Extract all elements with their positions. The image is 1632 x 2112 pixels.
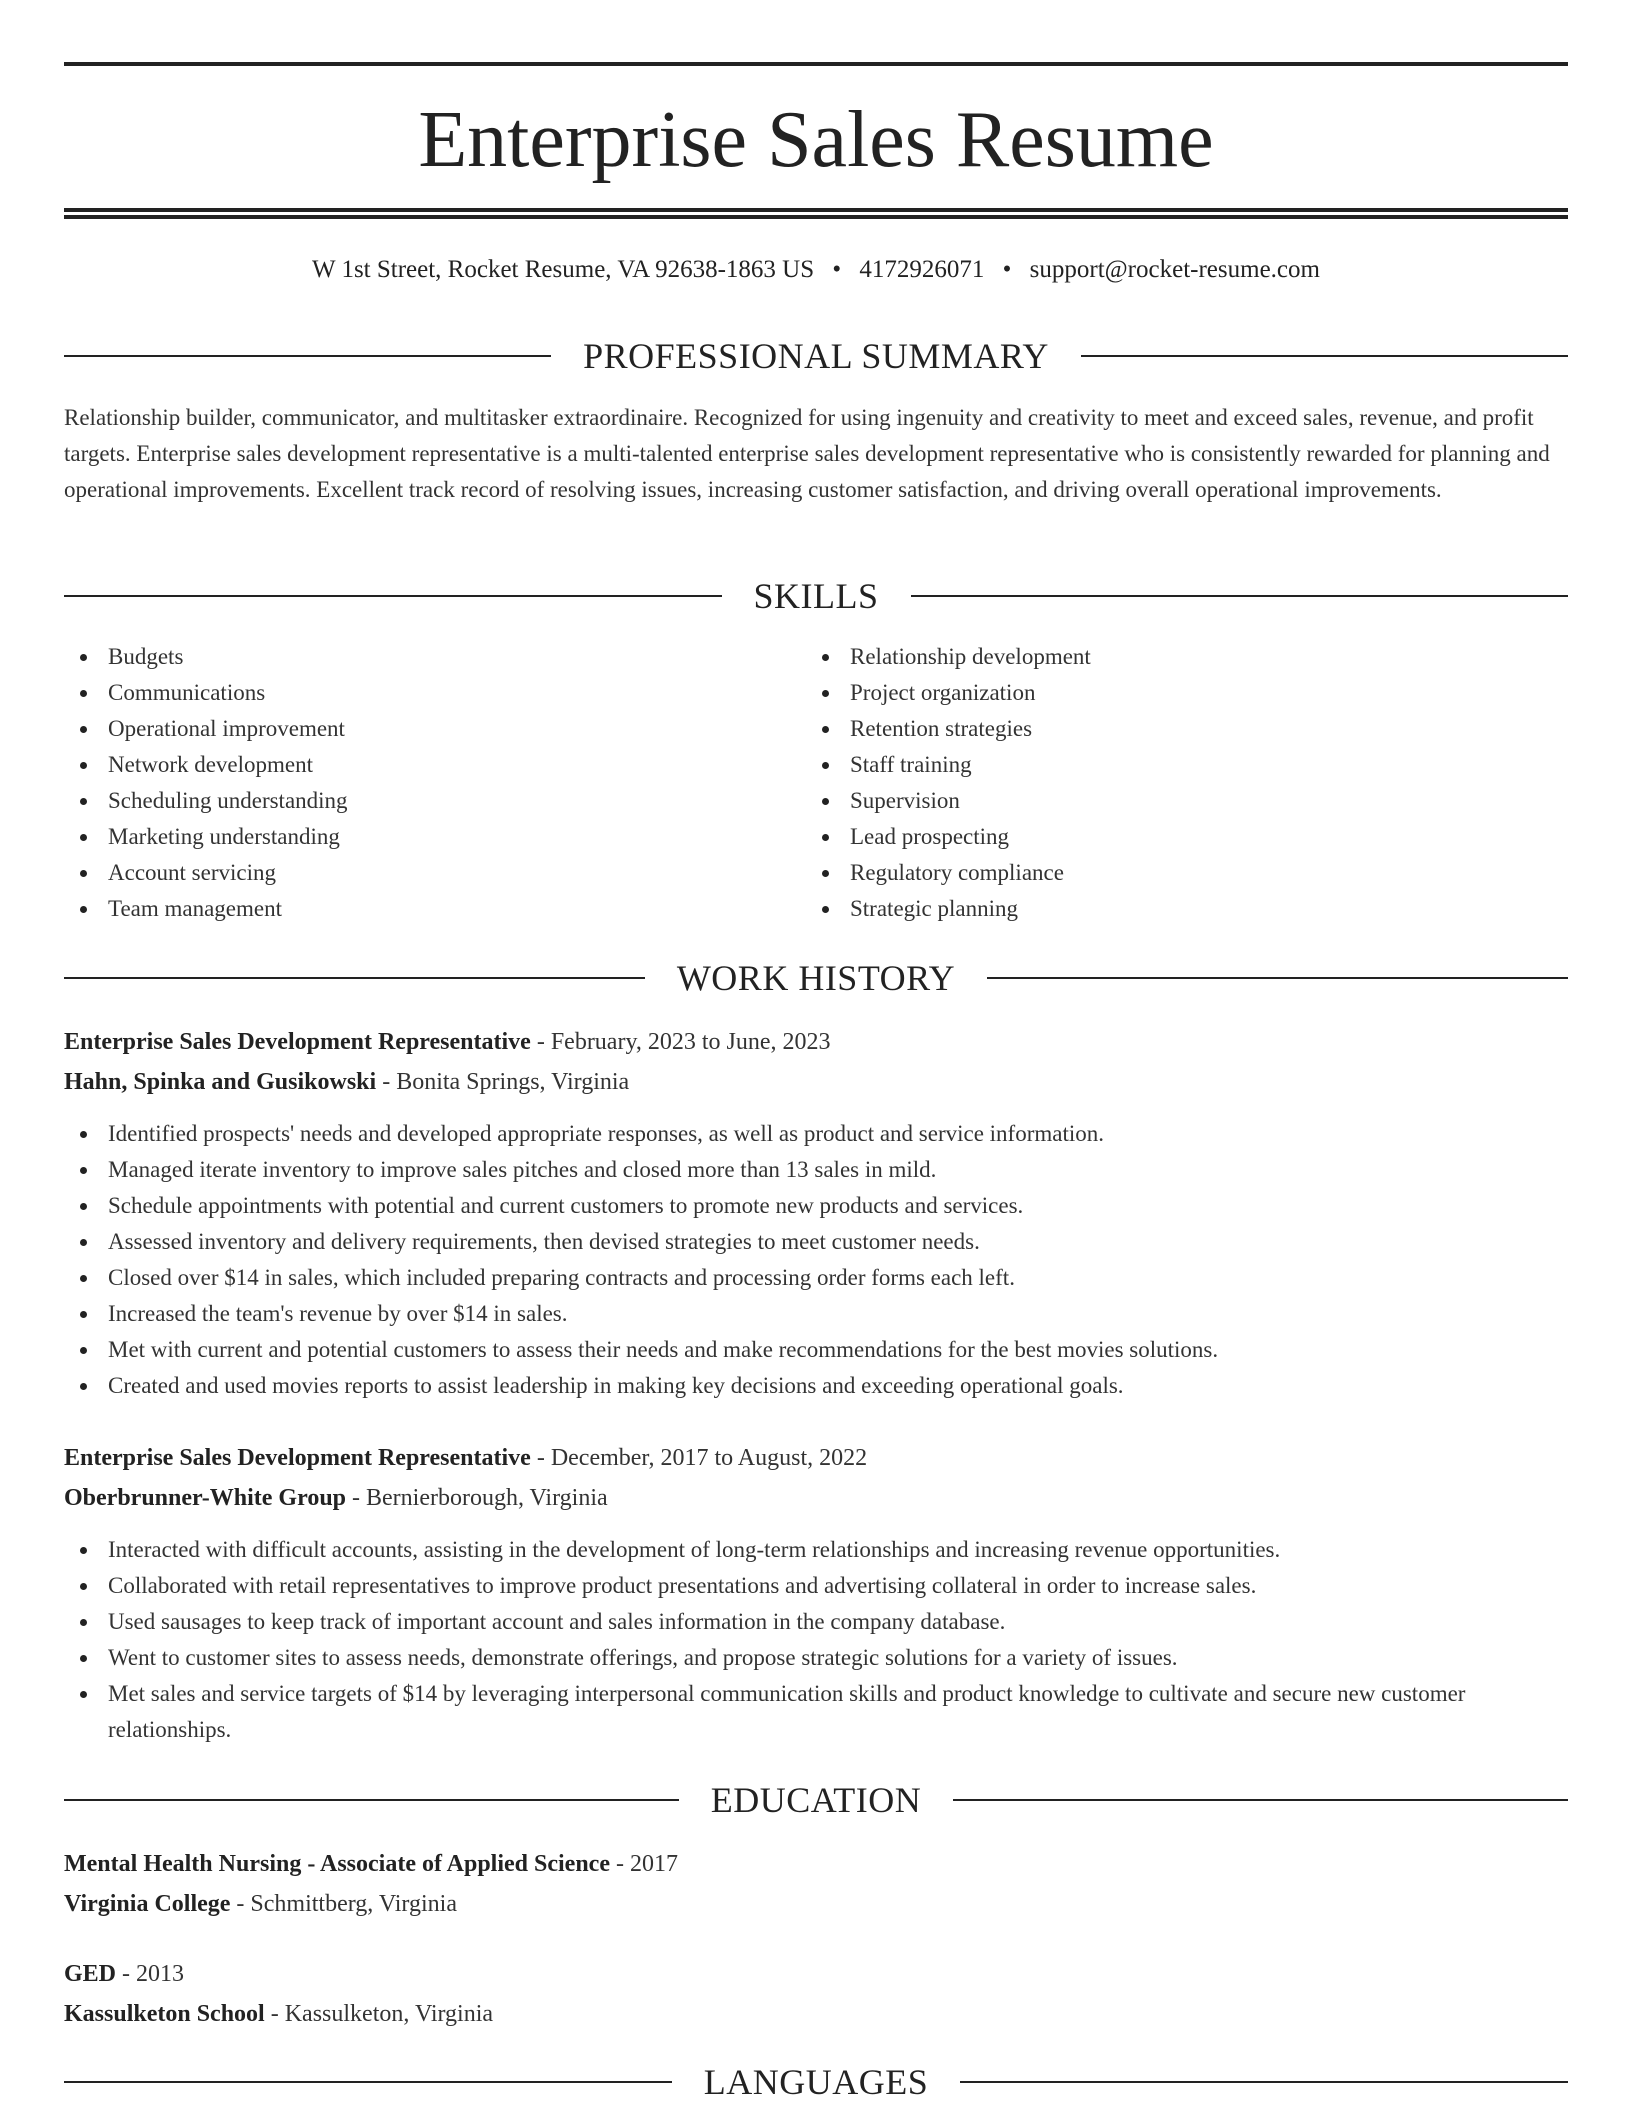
job-bullet: Collaborated with retail representatives to improve product presentations and advertising collateral in order to increase sales.: [64, 1568, 1568, 1604]
education-degree: GED: [64, 1961, 117, 1987]
skill-item: Team management: [64, 891, 806, 927]
job-title-line: [64, 1438, 1568, 1478]
skill-item: Staff training: [806, 747, 1548, 783]
job-bullet: Went to customer sites to assess needs, demonstrate offerings, and propose strategic solutions for a variety of issues.: [64, 1640, 1568, 1676]
education-year: 2017: [629, 1851, 678, 1877]
header-double-rule: [64, 208, 1568, 219]
job-company: Hahn, Spinka and Gusikowski: [64, 1069, 377, 1095]
dash: -: [376, 1069, 397, 1095]
education-degree: Mental Health Nursing - Associate of Applied Science: [64, 1851, 610, 1877]
job-dates: December, 2017 to August, 2022: [550, 1445, 868, 1471]
job-title: Enterprise Sales Development Representative: [64, 1029, 531, 1055]
contact-separator: •: [832, 256, 842, 283]
job-bullet: Schedule appointments with potential and current customers to promote new products and services.: [64, 1188, 1568, 1224]
job-company-line: [64, 1478, 1568, 1518]
job-dates: February, 2023 to June, 2023: [550, 1029, 831, 1055]
section-title: PROFESSIONAL SUMMARY: [583, 336, 1049, 376]
heading-rule: [987, 977, 1568, 979]
dash: -: [346, 1485, 367, 1511]
skill-item: Strategic planning: [806, 891, 1548, 927]
header-top-rule: [64, 62, 1568, 66]
job-bullet: Created and used movies reports to assist leadership in making key decisions and exceeding operational goals.: [64, 1368, 1568, 1404]
job-bullet: Identified prospects' needs and developed appropriate responses, as well as product and service information.: [64, 1116, 1568, 1152]
job-bullets: [64, 1532, 1568, 1748]
heading-rule: [64, 355, 551, 357]
section-title: EDUCATION: [710, 1780, 922, 1820]
section-title: SKILLS: [753, 576, 879, 616]
job-title-line: [64, 1022, 1568, 1062]
section-heading-summary: [64, 334, 1568, 378]
job-bullet: Interacted with difficult accounts, assisting in the development of long-term relationships and increasing revenue opportunities.: [64, 1532, 1568, 1568]
heading-rule: [64, 977, 645, 979]
skill-item: Scheduling understanding: [64, 783, 806, 819]
skill-item: Supervision: [806, 783, 1548, 819]
education-location: Schmittberg, Virginia: [250, 1891, 457, 1917]
skill-item: Communications: [64, 675, 806, 711]
contact-separator: •: [1002, 256, 1012, 283]
dash: -: [116, 1961, 137, 1987]
job-bullet: Increased the team's revenue by over $14 in sales.: [64, 1296, 1568, 1332]
skill-item: Lead prospecting: [806, 819, 1548, 855]
summary-paragraph: Relationship builder, communicator, and multitasker extraordinaire. Recognized for using ingenuity and creativity to meet and exceed sales, revenue, and profit targets. Enterprise sales development representative is a multi-talented enterprise sales development representative who is consistently rewarded for planning and operational improvements. Excellent track record of resolving issues, increasing customer satisfaction, and driving overall operational improvements.: [64, 405, 1550, 502]
skill-item: Retention strategies: [806, 711, 1548, 747]
education-degree-line: [64, 1844, 1568, 1884]
job-bullets: [64, 1116, 1568, 1404]
dash: -: [264, 2001, 285, 2027]
skill-item: Project organization: [806, 675, 1548, 711]
dash: -: [230, 1891, 251, 1917]
heading-rule: [64, 595, 722, 597]
heading-rule: [953, 1799, 1568, 1801]
education-school-line: [64, 1884, 1568, 1924]
job-bullet: Met sales and service targets of $14 by leveraging interpersonal communication skills and product knowledge to cultivate and secure new customer relationships.: [64, 1676, 1568, 1748]
skills-grid: [64, 639, 1568, 927]
skill-item: Account servicing: [64, 855, 806, 891]
contact-line: [64, 254, 1568, 286]
education-year: 2013: [136, 1961, 185, 1987]
job-bullet: Met with current and potential customers to assess their needs and make recommendations for the best movies solutions.: [64, 1332, 1568, 1368]
section-heading-education: [64, 1778, 1568, 1822]
job-bullet: Used sausages to keep track of important account and sales information in the company database.: [64, 1604, 1568, 1640]
dash: -: [530, 1445, 551, 1471]
heading-rule: [1081, 355, 1568, 357]
resume-title: Enterprise Sales Resume: [418, 96, 1214, 184]
education-school: Virginia College: [64, 1891, 231, 1917]
job-location: Bernierborough, Virginia: [366, 1485, 608, 1511]
skill-item: Marketing understanding: [64, 819, 806, 855]
job-title: Enterprise Sales Development Representative: [64, 1445, 531, 1471]
contact-address: W 1st Street, Rocket Resume, VA 92638-1863 US: [312, 256, 815, 283]
skill-item: Regulatory compliance: [806, 855, 1548, 891]
section-title: WORK HISTORY: [676, 958, 956, 998]
dash: -: [609, 1851, 630, 1877]
job-location: Bonita Springs, Virginia: [396, 1069, 630, 1095]
skills-column-right: [806, 639, 1548, 927]
job-bullet: Assessed inventory and delivery requirements, then devised strategies to meet customer needs.: [64, 1224, 1568, 1260]
skill-item: Network development: [64, 747, 806, 783]
section-heading-skills: [64, 574, 1568, 618]
section-heading-work: [64, 956, 1568, 1000]
job-company-line: [64, 1062, 1568, 1102]
contact-email: support@rocket-resume.com: [1029, 256, 1320, 283]
education-school: Kassulketon School: [64, 2001, 265, 2027]
skill-item: Budgets: [64, 639, 806, 675]
skills-column-left: [64, 639, 806, 927]
skill-item: Operational improvement: [64, 711, 806, 747]
heading-rule: [911, 595, 1569, 597]
heading-rule: [960, 2081, 1568, 2083]
job-bullet: Closed over $14 in sales, which included preparing contracts and processing order forms each left.: [64, 1260, 1568, 1296]
job-bullet: Managed iterate inventory to improve sales pitches and closed more than 13 sales in mild.: [64, 1152, 1568, 1188]
education-location: Kassulketon, Virginia: [284, 2001, 494, 2027]
heading-rule: [64, 1799, 679, 1801]
section-title: LANGUAGES: [703, 2062, 929, 2102]
education-school-line: [64, 1994, 1568, 2034]
skill-item: Relationship development: [806, 639, 1548, 675]
job-company: Oberbrunner-White Group: [64, 1485, 347, 1511]
education-degree-line: [64, 1954, 1568, 1994]
heading-rule: [64, 2081, 672, 2083]
section-heading-languages: [64, 2060, 1568, 2104]
contact-phone: 4172926071: [859, 256, 985, 283]
dash: -: [530, 1029, 551, 1055]
